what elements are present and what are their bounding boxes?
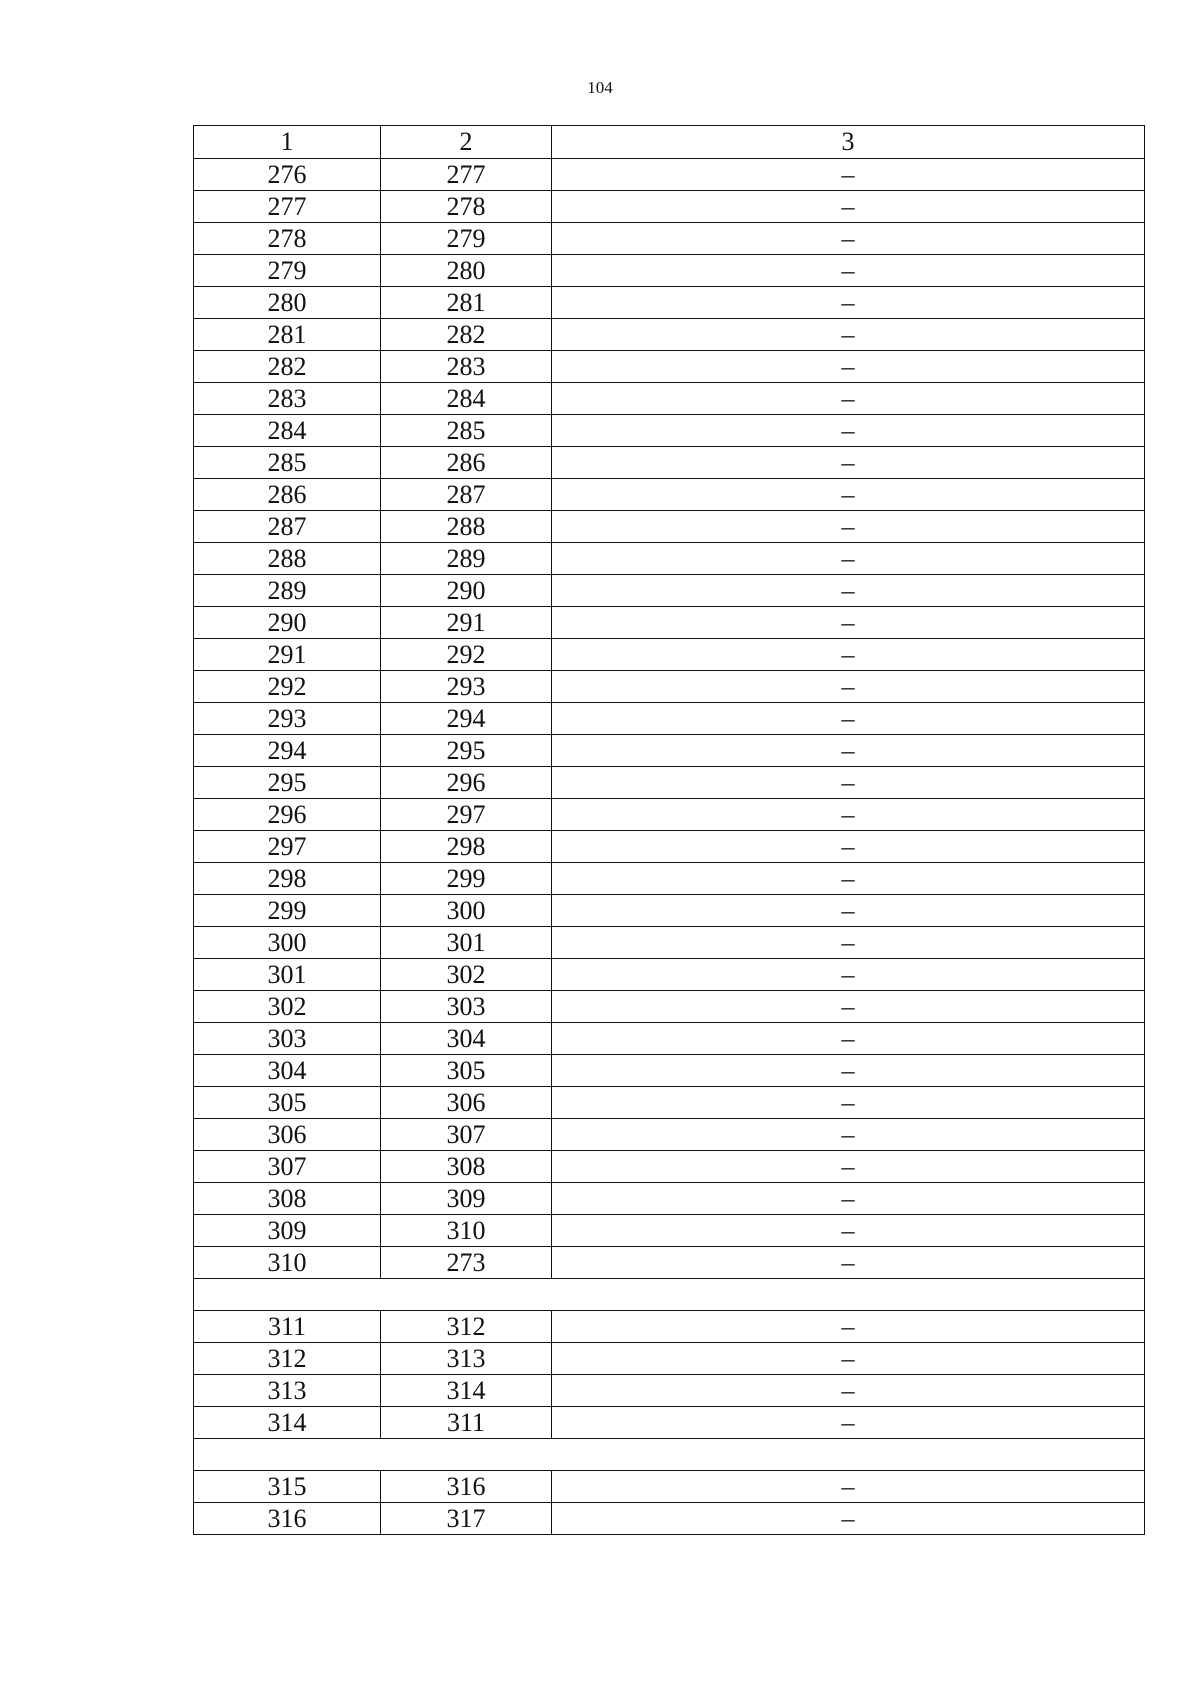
table-row <box>194 735 1145 767</box>
table-cell-col-3: – <box>552 447 1145 479</box>
table-cell-col-3: – <box>552 383 1145 415</box>
table-row <box>194 287 1145 319</box>
table-row <box>194 895 1145 927</box>
table-cell-col-2: 280 <box>381 255 552 287</box>
table-row <box>194 383 1145 415</box>
table-cell-col-1: 307 <box>194 1151 381 1183</box>
table-row <box>194 415 1145 447</box>
table-cell-col-2: 313 <box>381 1343 552 1375</box>
table-row <box>194 991 1145 1023</box>
table-cell-col-1: 299 <box>194 895 381 927</box>
table-row <box>194 319 1145 351</box>
table-row <box>194 1343 1145 1375</box>
table-cell-col-3: – <box>552 223 1145 255</box>
table-cell-col-2: 299 <box>381 863 552 895</box>
table-cell-col-3: – <box>552 255 1145 287</box>
table-cell-col-3: – <box>552 1183 1145 1215</box>
table-row <box>194 607 1145 639</box>
table-cell-col-2: 301 <box>381 927 552 959</box>
table-cell-col-2: 309 <box>381 1183 552 1215</box>
table-row <box>194 1407 1145 1439</box>
table-cell-col-3: – <box>552 351 1145 383</box>
column-header: 2 <box>381 126 552 159</box>
table-cell-col-1: 280 <box>194 287 381 319</box>
table-row <box>194 511 1145 543</box>
table-row <box>194 639 1145 671</box>
table-row <box>194 1055 1145 1087</box>
table-row <box>194 1247 1145 1279</box>
table-cell-col-2: 303 <box>381 991 552 1023</box>
table-cell-col-1: 312 <box>194 1343 381 1375</box>
table-cell-col-2: 273 <box>381 1247 552 1279</box>
table-cell-col-2: 292 <box>381 639 552 671</box>
table-cell-col-1: 289 <box>194 575 381 607</box>
table-cell-col-2: 296 <box>381 767 552 799</box>
table-cell-col-3: – <box>552 1215 1145 1247</box>
table-cell-col-2: 308 <box>381 1151 552 1183</box>
table-cell-col-3: – <box>552 575 1145 607</box>
table-body <box>194 126 1145 1535</box>
table-cell-col-2: 283 <box>381 351 552 383</box>
table-cell-col-3: – <box>552 1503 1145 1535</box>
table-row <box>194 1503 1145 1535</box>
table-cell-col-2: 295 <box>381 735 552 767</box>
table-row <box>194 1151 1145 1183</box>
table-row <box>194 1119 1145 1151</box>
table-cell-col-2: 306 <box>381 1087 552 1119</box>
table-cell-col-2: 278 <box>381 191 552 223</box>
table-row <box>194 351 1145 383</box>
table-cell-col-3: – <box>552 1311 1145 1343</box>
table-cell-col-3: – <box>552 1151 1145 1183</box>
table-row <box>194 191 1145 223</box>
table-row <box>194 1183 1145 1215</box>
table-cell-col-3: – <box>552 1375 1145 1407</box>
table-cell-col-2: 293 <box>381 671 552 703</box>
table-cell-col-1: 292 <box>194 671 381 703</box>
table-cell-col-3: – <box>552 991 1145 1023</box>
table-cell-col-3: – <box>552 799 1145 831</box>
table-cell-col-1: 287 <box>194 511 381 543</box>
table-cell-col-1: 282 <box>194 351 381 383</box>
table-row <box>194 1023 1145 1055</box>
table-cell-col-3: – <box>552 959 1145 991</box>
table-cell-col-1: 295 <box>194 767 381 799</box>
table-cell-col-2: 304 <box>381 1023 552 1055</box>
table-cell-col-3: – <box>552 1023 1145 1055</box>
table-cell-col-2: 285 <box>381 415 552 447</box>
table-cell-col-3: – <box>552 415 1145 447</box>
table-cell-col-2: 317 <box>381 1503 552 1535</box>
table-cell-col-3: – <box>552 543 1145 575</box>
table-cell-col-1: 303 <box>194 1023 381 1055</box>
table-cell-col-3: – <box>552 927 1145 959</box>
table-cell-col-2: 300 <box>381 895 552 927</box>
table-cell-col-1: 314 <box>194 1407 381 1439</box>
table-row <box>194 479 1145 511</box>
table-cell-col-2: 286 <box>381 447 552 479</box>
table-row <box>194 1471 1145 1503</box>
table-cell-col-2: 291 <box>381 607 552 639</box>
table-cell-col-3: – <box>552 511 1145 543</box>
table-cell-col-1: 310 <box>194 1247 381 1279</box>
table-row <box>194 927 1145 959</box>
table-cell-col-3: – <box>552 863 1145 895</box>
table-cell-col-2: 279 <box>381 223 552 255</box>
table-cell-col-3: – <box>552 319 1145 351</box>
table-cell-col-2: 297 <box>381 799 552 831</box>
section-separator-row <box>194 1279 1145 1311</box>
table-cell-col-3: – <box>552 1407 1145 1439</box>
table-cell-col-2: 316 <box>381 1471 552 1503</box>
table-cell-col-3: – <box>552 1119 1145 1151</box>
table-cell-col-2: 284 <box>381 383 552 415</box>
table-cell-col-2: 302 <box>381 959 552 991</box>
table-cell-col-2: 281 <box>381 287 552 319</box>
table-cell-col-1: 291 <box>194 639 381 671</box>
table-cell-col-1: 285 <box>194 447 381 479</box>
table-cell-col-3: – <box>552 1247 1145 1279</box>
section-separator-row <box>194 1439 1145 1471</box>
table-cell-col-3: – <box>552 1343 1145 1375</box>
table-row <box>194 159 1145 191</box>
table-cell-col-1: 278 <box>194 223 381 255</box>
table-cell-col-3: – <box>552 831 1145 863</box>
table-row <box>194 703 1145 735</box>
table-cell-col-2: 314 <box>381 1375 552 1407</box>
table-row <box>194 671 1145 703</box>
table-cell-col-1: 302 <box>194 991 381 1023</box>
table-cell-col-1: 309 <box>194 1215 381 1247</box>
table-cell-col-1: 277 <box>194 191 381 223</box>
table-cell-col-1: 279 <box>194 255 381 287</box>
table-cell-col-1: 300 <box>194 927 381 959</box>
table-cell-col-3: – <box>552 607 1145 639</box>
table-cell-col-3: – <box>552 159 1145 191</box>
table-row <box>194 799 1145 831</box>
table-row <box>194 863 1145 895</box>
table-cell-col-2: 290 <box>381 575 552 607</box>
page-number: 104 <box>587 78 613 97</box>
table-row <box>194 1311 1145 1343</box>
table-cell-col-1: 290 <box>194 607 381 639</box>
table-cell-col-3: – <box>552 191 1145 223</box>
table-cell-col-1: 305 <box>194 1087 381 1119</box>
table-row <box>194 447 1145 479</box>
table-row <box>194 1087 1145 1119</box>
table-cell-col-2: 288 <box>381 511 552 543</box>
table-cell-col-1: 306 <box>194 1119 381 1151</box>
table-row <box>194 575 1145 607</box>
table-cell-col-3: – <box>552 735 1145 767</box>
table-cell-col-1: 294 <box>194 735 381 767</box>
table-cell-col-2: 310 <box>381 1215 552 1247</box>
table-cell-col-2: 277 <box>381 159 552 191</box>
table-cell-col-1: 284 <box>194 415 381 447</box>
table-cell-col-2: 289 <box>381 543 552 575</box>
table-cell-col-2: 305 <box>381 1055 552 1087</box>
table-cell-col-2: 287 <box>381 479 552 511</box>
table-cell-col-1: 293 <box>194 703 381 735</box>
table-row <box>194 223 1145 255</box>
table-cell-col-1: 296 <box>194 799 381 831</box>
section-separator-cell <box>194 1439 1145 1471</box>
table-cell-col-1: 288 <box>194 543 381 575</box>
table-row <box>194 831 1145 863</box>
table-cell-col-3: – <box>552 895 1145 927</box>
table-row <box>194 767 1145 799</box>
table-cell-col-1: 298 <box>194 863 381 895</box>
header-row <box>194 126 1145 159</box>
table-cell-col-3: – <box>552 767 1145 799</box>
table-cell-col-1: 286 <box>194 479 381 511</box>
table-cell-col-2: 312 <box>381 1311 552 1343</box>
data-table <box>193 125 1145 1535</box>
table-cell-col-1: 304 <box>194 1055 381 1087</box>
table-cell-col-3: – <box>552 1471 1145 1503</box>
table-cell-col-1: 311 <box>194 1311 381 1343</box>
table-cell-col-1: 316 <box>194 1503 381 1535</box>
column-header: 3 <box>552 126 1145 159</box>
table-cell-col-2: 294 <box>381 703 552 735</box>
table-cell-col-3: – <box>552 703 1145 735</box>
section-separator-cell <box>194 1279 1145 1311</box>
table-cell-col-2: 311 <box>381 1407 552 1439</box>
table-cell-col-3: – <box>552 479 1145 511</box>
table-row <box>194 255 1145 287</box>
table-row <box>194 1375 1145 1407</box>
table-cell-col-3: – <box>552 639 1145 671</box>
table-row <box>194 543 1145 575</box>
table-cell-col-3: – <box>552 287 1145 319</box>
table-cell-col-2: 307 <box>381 1119 552 1151</box>
table-cell-col-1: 281 <box>194 319 381 351</box>
table-cell-col-1: 308 <box>194 1183 381 1215</box>
table-cell-col-1: 301 <box>194 959 381 991</box>
table-cell-col-1: 283 <box>194 383 381 415</box>
table-cell-col-2: 298 <box>381 831 552 863</box>
table-cell-col-2: 282 <box>381 319 552 351</box>
table-row <box>194 959 1145 991</box>
table-cell-col-3: – <box>552 1055 1145 1087</box>
table-cell-col-3: – <box>552 1087 1145 1119</box>
column-header: 1 <box>194 126 381 159</box>
table-cell-col-1: 297 <box>194 831 381 863</box>
table-cell-col-3: – <box>552 671 1145 703</box>
table-cell-col-1: 313 <box>194 1375 381 1407</box>
table-cell-col-1: 315 <box>194 1471 381 1503</box>
table-cell-col-1: 276 <box>194 159 381 191</box>
table-row <box>194 1215 1145 1247</box>
